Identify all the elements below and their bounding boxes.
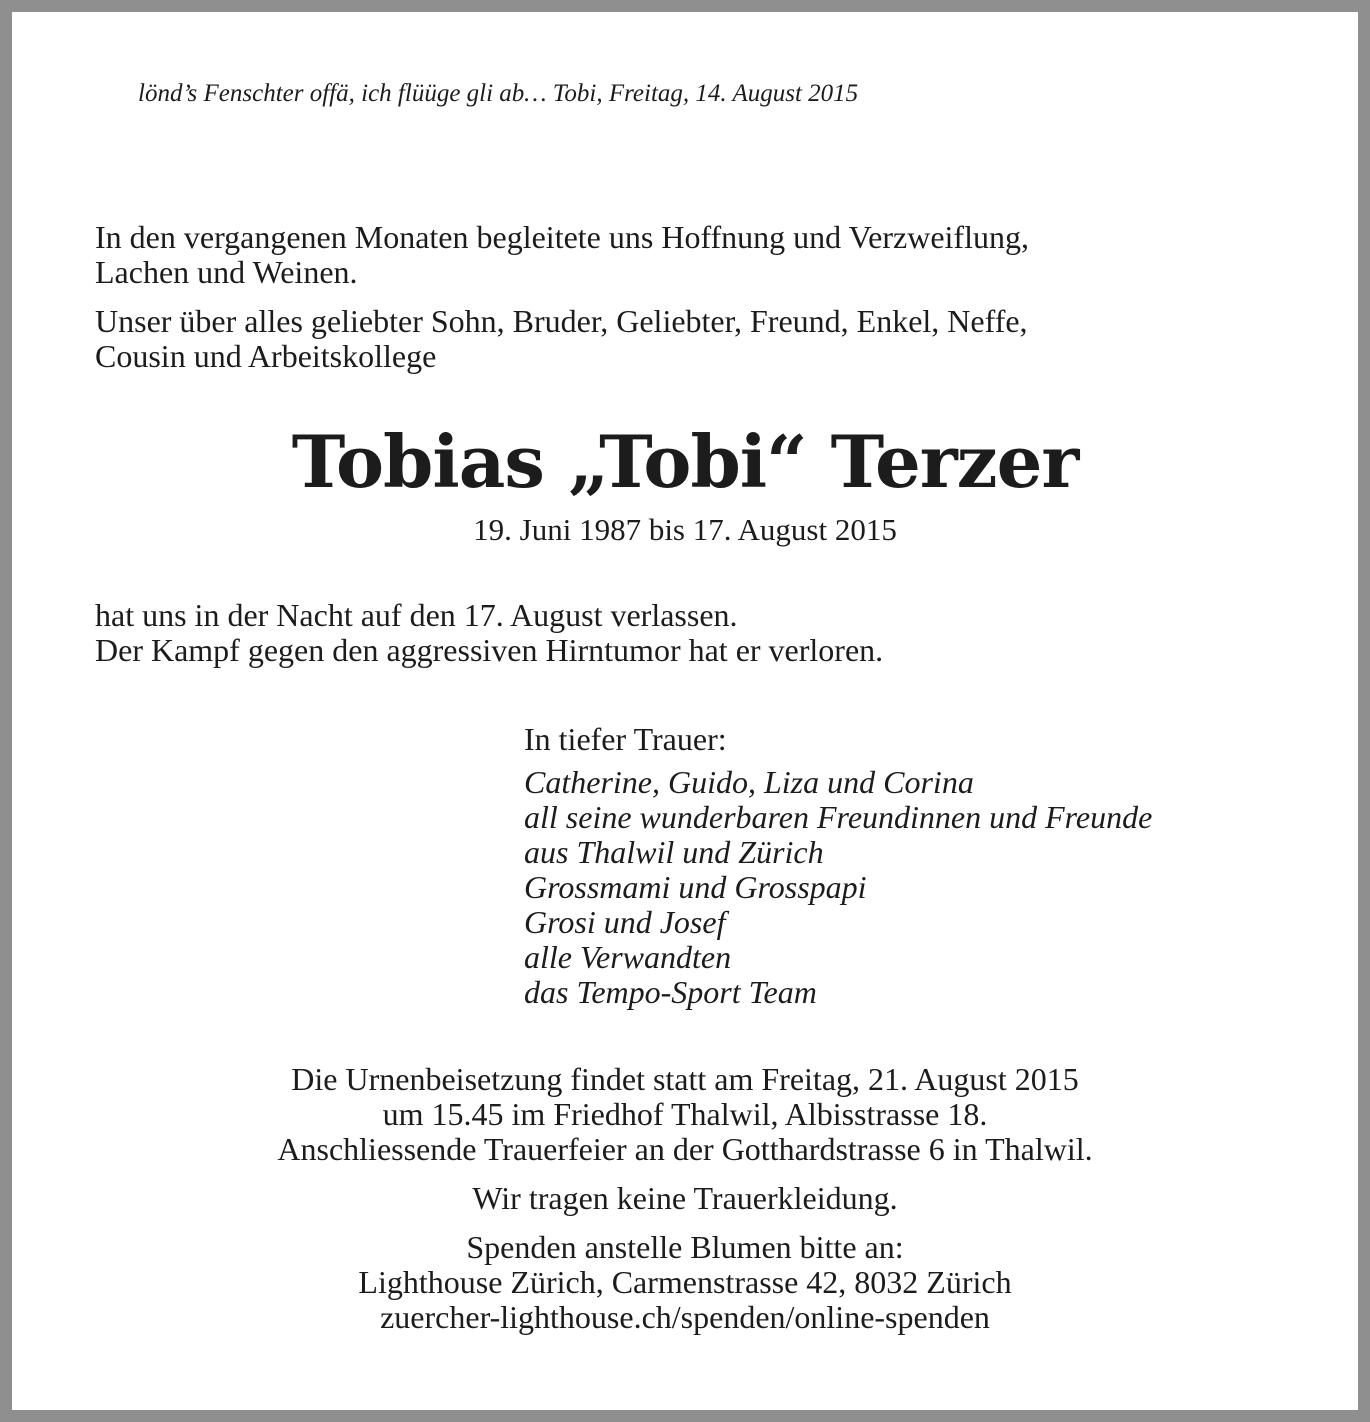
- deceased-name: Tobias „Tobi“ Terzer: [291, 419, 1079, 504]
- farewell-line: hat uns in der Nacht auf den 17. August verlassen.: [95, 597, 738, 633]
- intro-text: [95, 220, 1295, 374]
- dress-note-text: Wir tragen keine Trauerkleidung.: [472, 1180, 898, 1216]
- motto-quote: lönd’s Fenschter offä, ich flüüge gli ab… Tobi, Freitag, 14. August 2015: [138, 80, 859, 107]
- mourner-entry: aus Thalwil und Zürich: [524, 834, 824, 870]
- farewell-line: Der Kampf gegen den aggressiven Hirntumor hat er verloren.: [95, 632, 884, 668]
- obituary-notice: [12, 12, 1358, 1410]
- intro-line: In den vergangenen Monaten begleitete uns Hoffnung und Verzweiflung,: [95, 219, 1029, 255]
- mourner-entry: Catherine, Guido, Liza und Corina: [524, 764, 974, 800]
- closing-info: [12, 1062, 1358, 1335]
- intro-paragraph-2: [95, 304, 1295, 374]
- mourner-entry: das Tempo-Sport Team: [524, 974, 817, 1010]
- mourner-entry: all seine wunderbaren Freundinnen und Freunde: [524, 799, 1153, 835]
- funeral-line: Die Urnenbeisetzung findet statt am Freitag, 21. August 2015: [291, 1061, 1079, 1097]
- mourners-heading: In tiefer Trauer:: [524, 721, 727, 757]
- donation-url[interactable]: zuercher-lighthouse.ch/spenden/online-spenden: [380, 1299, 990, 1335]
- funeral-details: [12, 1062, 1358, 1167]
- mourner-entry: Grosi und Josef: [524, 904, 726, 940]
- mourners-list: [524, 765, 1152, 1010]
- dress-note: [12, 1181, 1358, 1216]
- intro-line: Unser über alles geliebter Sohn, Bruder, Geliebter, Freund, Enkel, Neffe,: [95, 303, 1028, 339]
- donation-line: Spenden anstelle Blumen bitte an:: [466, 1229, 904, 1265]
- donation-line: Lighthouse Zürich, Carmenstrasse 42, 8032 Zürich: [358, 1264, 1012, 1300]
- mourner-entry: alle Verwandten: [524, 939, 732, 975]
- funeral-line: um 15.45 im Friedhof Thalwil, Albisstrasse 18.: [382, 1096, 988, 1132]
- intro-line: Cousin und Arbeitskollege: [95, 338, 437, 374]
- life-dates: 19. Juni 1987 bis 17. August 2015: [473, 512, 897, 547]
- funeral-line: Anschliessende Trauerfeier an der Gotthardstrasse 6 in Thalwil.: [277, 1131, 1093, 1167]
- mourners-block: [524, 722, 1152, 1010]
- farewell-text: [95, 598, 883, 668]
- intro-line: Lachen und Weinen.: [95, 254, 358, 290]
- intro-paragraph-1: [95, 220, 1295, 290]
- donation-info: [12, 1230, 1358, 1335]
- mourner-entry: Grossmami und Grosspapi: [524, 869, 867, 905]
